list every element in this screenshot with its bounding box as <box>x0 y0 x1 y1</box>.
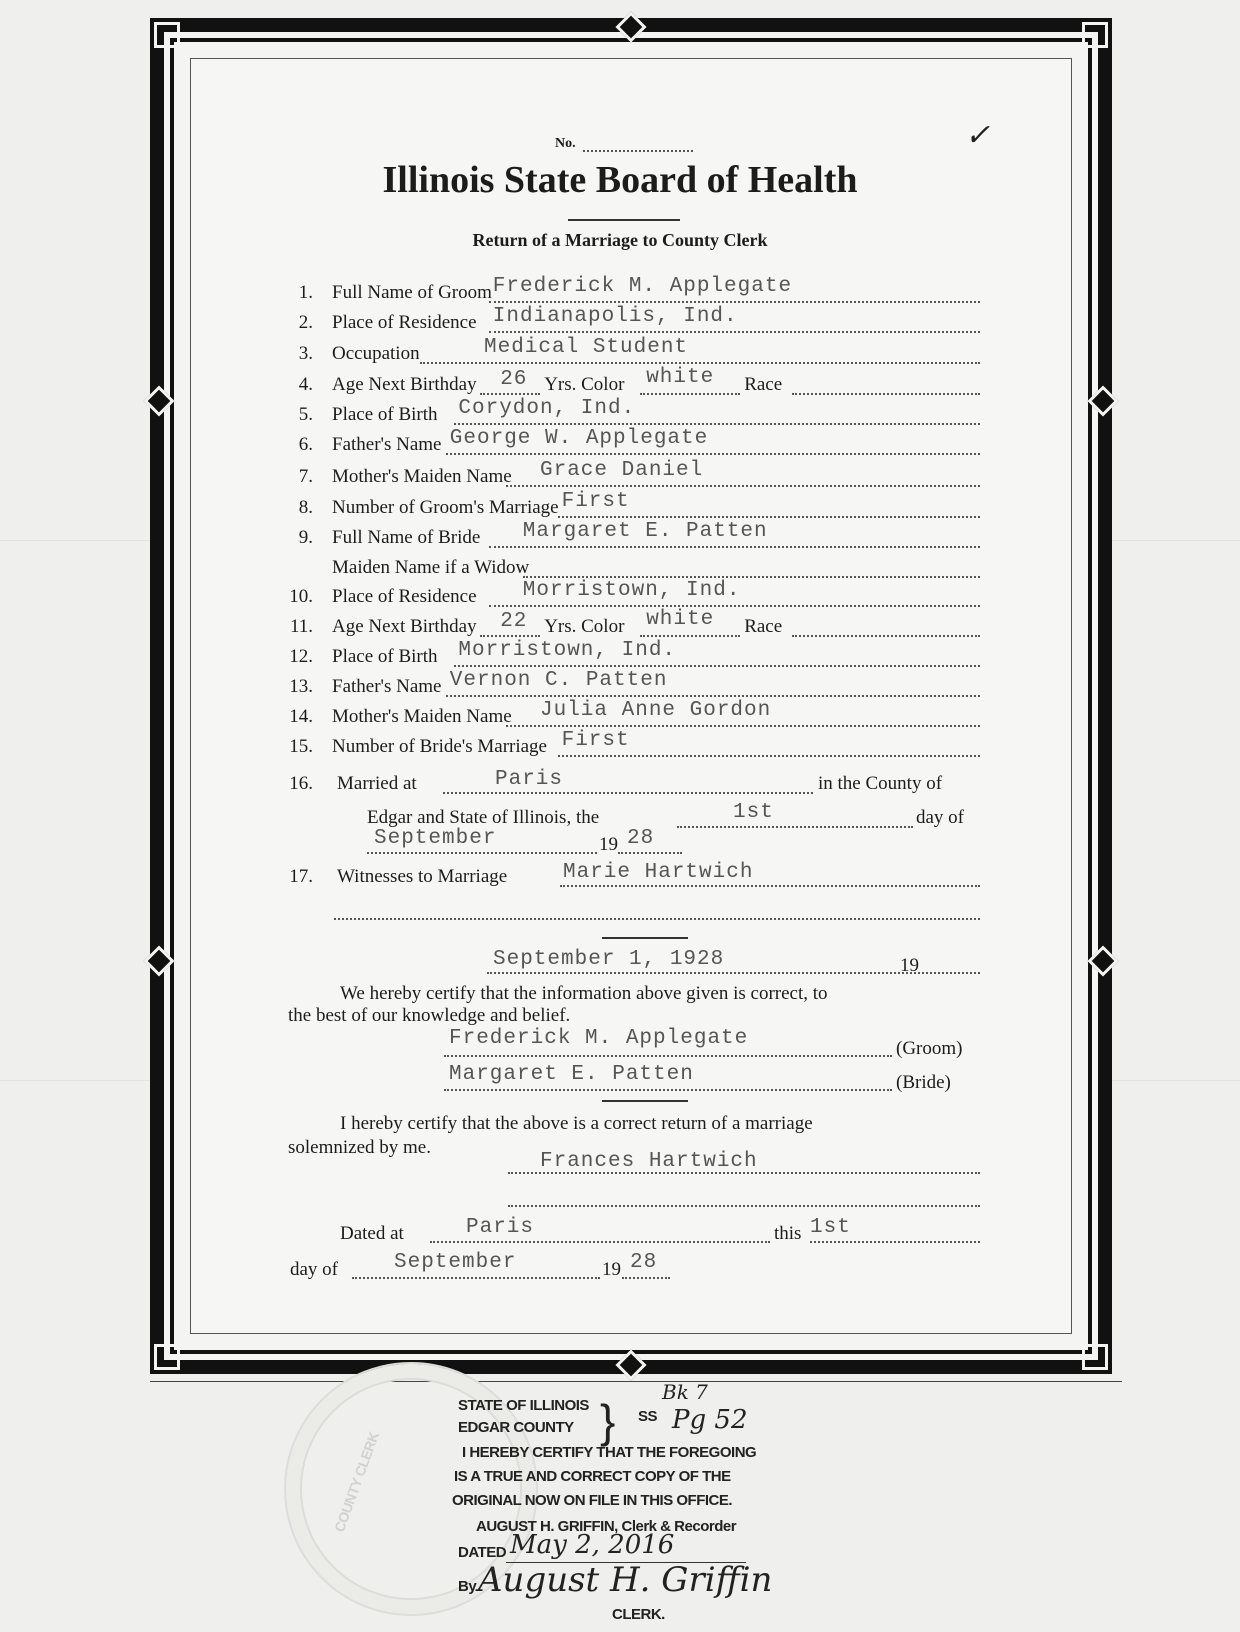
stamp-dated-label: DATED <box>458 1544 507 1561</box>
field-label: Age Next Birthday <box>332 374 477 395</box>
field-value: Vernon C. Patten <box>449 669 668 692</box>
field-label: Number of Bride's Marriage <box>332 736 547 757</box>
field-number: 12. <box>289 646 313 667</box>
field-value: Morristown, Ind. <box>458 639 677 662</box>
officiant-year-prefix: 19 <box>602 1259 621 1280</box>
certification-text-line2: the best of our knowledge and belief. <box>288 1005 571 1026</box>
field-value: George W. Applegate <box>449 427 709 450</box>
field-value: First <box>561 490 630 513</box>
dated-place-value: Paris <box>466 1216 535 1239</box>
field-label: Mother's Maiden Name <box>332 466 512 487</box>
stamp-brace: } <box>600 1395 615 1447</box>
field-number: 11. <box>289 616 313 637</box>
witnesses-label: Witnesses to Marriage <box>337 866 508 887</box>
field-label: Place of Residence <box>332 586 477 607</box>
field-label: Maiden Name if a Widow <box>332 557 530 578</box>
year-prefix: 19 <box>599 834 618 855</box>
stamp-certify-line1: I HEREBY CERTIFY THAT THE FOREGOING <box>462 1444 757 1461</box>
field-value: Medical Student <box>484 336 689 359</box>
stamp-book-handwritten: Bk 7 <box>662 1380 708 1404</box>
field-number: 6. <box>298 434 313 455</box>
certification-year-prefix: 19 <box>900 955 919 976</box>
field-value: Julia Anne Gordon <box>540 699 772 722</box>
stamp-ss: SS <box>638 1408 658 1425</box>
border-corner-tr <box>1082 22 1108 48</box>
stamp-page-handwritten: Pg 52 <box>672 1405 748 1435</box>
groom-signature: Frederick M. Applegate <box>449 1027 749 1050</box>
field-label: Number of Groom's Marriage <box>332 497 559 518</box>
officiant-text-line2: solemnized by me. <box>288 1137 431 1158</box>
field-number: 13. <box>289 676 313 697</box>
certification-date-value: September 1, 1928 <box>493 948 725 971</box>
this-label: this <box>774 1223 802 1244</box>
field-value: 22 <box>500 610 528 633</box>
document-number-label: No. <box>555 136 576 151</box>
page-title: Illinois State Board of Health <box>382 159 858 201</box>
clerk-signature-handwritten: August H. Griffin <box>478 1560 773 1600</box>
groom-label: (Groom) <box>896 1038 963 1059</box>
field-label: Place of Residence <box>332 312 477 333</box>
field-number: 14. <box>289 706 313 727</box>
married-at-label: Married at <box>337 773 417 794</box>
field-number: 17. <box>289 866 313 887</box>
county-label: in the County of <box>818 773 943 794</box>
married-month-value: September <box>374 827 497 850</box>
field-label: Place of Birth <box>332 404 438 425</box>
dated-day-value: 1st <box>810 1216 851 1239</box>
page-subtitle: Return of a Marriage to County Clerk <box>472 230 768 250</box>
field-value: Corydon, Ind. <box>458 397 636 420</box>
stamp-clerk-name: AUGUST H. GRIFFIN, Clerk & Recorder <box>476 1518 737 1535</box>
field-label: Age Next Birthday <box>332 616 477 637</box>
field-label: Occupation <box>332 343 420 364</box>
officiant-day-of-label: day of <box>290 1259 339 1280</box>
married-year-value: 28 <box>627 827 655 850</box>
field-label: Full Name of Groom <box>332 282 492 303</box>
field-value: 26 <box>500 368 528 391</box>
field-value: Margaret E. Patten <box>522 520 768 543</box>
field-label: Father's Name <box>332 676 442 697</box>
field-label: Place of Birth <box>332 646 438 667</box>
field-number: 4. <box>298 374 313 395</box>
stamp-state: STATE OF ILLINOIS <box>458 1397 589 1414</box>
border-corner-br <box>1082 1344 1108 1370</box>
witnesses-value: Marie Hartwich <box>563 861 754 884</box>
border-corner-tl <box>154 22 180 48</box>
dated-at-label: Dated at <box>340 1223 404 1244</box>
stamp-certify-line3: ORIGINAL NOW ON FILE IN THIS OFFICE. <box>452 1492 733 1509</box>
married-place-value: Paris <box>495 768 564 791</box>
color-value: white <box>646 608 715 631</box>
field-value: Grace Daniel <box>540 459 704 482</box>
stamp-certify-line2: IS A TRUE AND CORRECT COPY OF THE <box>454 1468 731 1485</box>
bride-signature: Margaret E. Patten <box>449 1063 694 1086</box>
field-number: 2. <box>298 312 313 333</box>
field-number: 9. <box>298 527 313 548</box>
border-corner-bl <box>154 1344 180 1370</box>
race-label: Race <box>744 374 783 395</box>
field-label: Mother's Maiden Name <box>332 706 512 727</box>
certification-text-line1: We hereby certify that the information above given is correct, to <box>340 983 828 1004</box>
field-label: Father's Name <box>332 434 442 455</box>
field-number: 5. <box>298 404 313 425</box>
field-value: Indianapolis, Ind. <box>492 305 738 328</box>
officiant-text-line1: I hereby certify that the above is a correct return of a marriage <box>340 1113 813 1134</box>
field-number: 7. <box>298 466 313 487</box>
bride-label: (Bride) <box>896 1072 951 1093</box>
field-number: 3. <box>298 343 313 364</box>
county-clerk-seal: COUNTY CLERK <box>284 1362 538 1616</box>
field-number: 16. <box>289 773 313 794</box>
yrs-color-label: Yrs. Color <box>544 374 625 395</box>
officiant-signature: Frances Hartwich <box>540 1150 758 1173</box>
stamp-clerk-label: CLERK. <box>612 1606 665 1623</box>
state-label: Edgar and State of Illinois, the <box>367 807 600 828</box>
day-of-label: day of <box>916 807 965 828</box>
field-number: 10. <box>289 586 313 607</box>
stamp-by-label: By <box>458 1578 477 1595</box>
field-value: Frederick M. Applegate <box>492 275 793 298</box>
field-value: Morristown, Ind. <box>522 579 741 602</box>
married-day-value: 1st <box>733 801 774 824</box>
field-number: 1. <box>298 282 313 303</box>
field-value: First <box>561 729 630 752</box>
field-label: Full Name of Bride <box>332 527 481 548</box>
stamp-dated-handwritten: May 2, 2016 <box>510 1530 675 1560</box>
race-label: Race <box>744 616 783 637</box>
color-value: white <box>646 366 715 389</box>
yrs-color-label: Yrs. Color <box>544 616 625 637</box>
officiant-month-value: September <box>394 1251 517 1274</box>
margin-check-mark: ✓ <box>965 118 991 153</box>
field-number: 15. <box>289 736 313 757</box>
officiant-year-value: 28 <box>630 1251 658 1274</box>
stamp-county: EDGAR COUNTY <box>458 1419 574 1436</box>
field-number: 8. <box>298 497 313 518</box>
